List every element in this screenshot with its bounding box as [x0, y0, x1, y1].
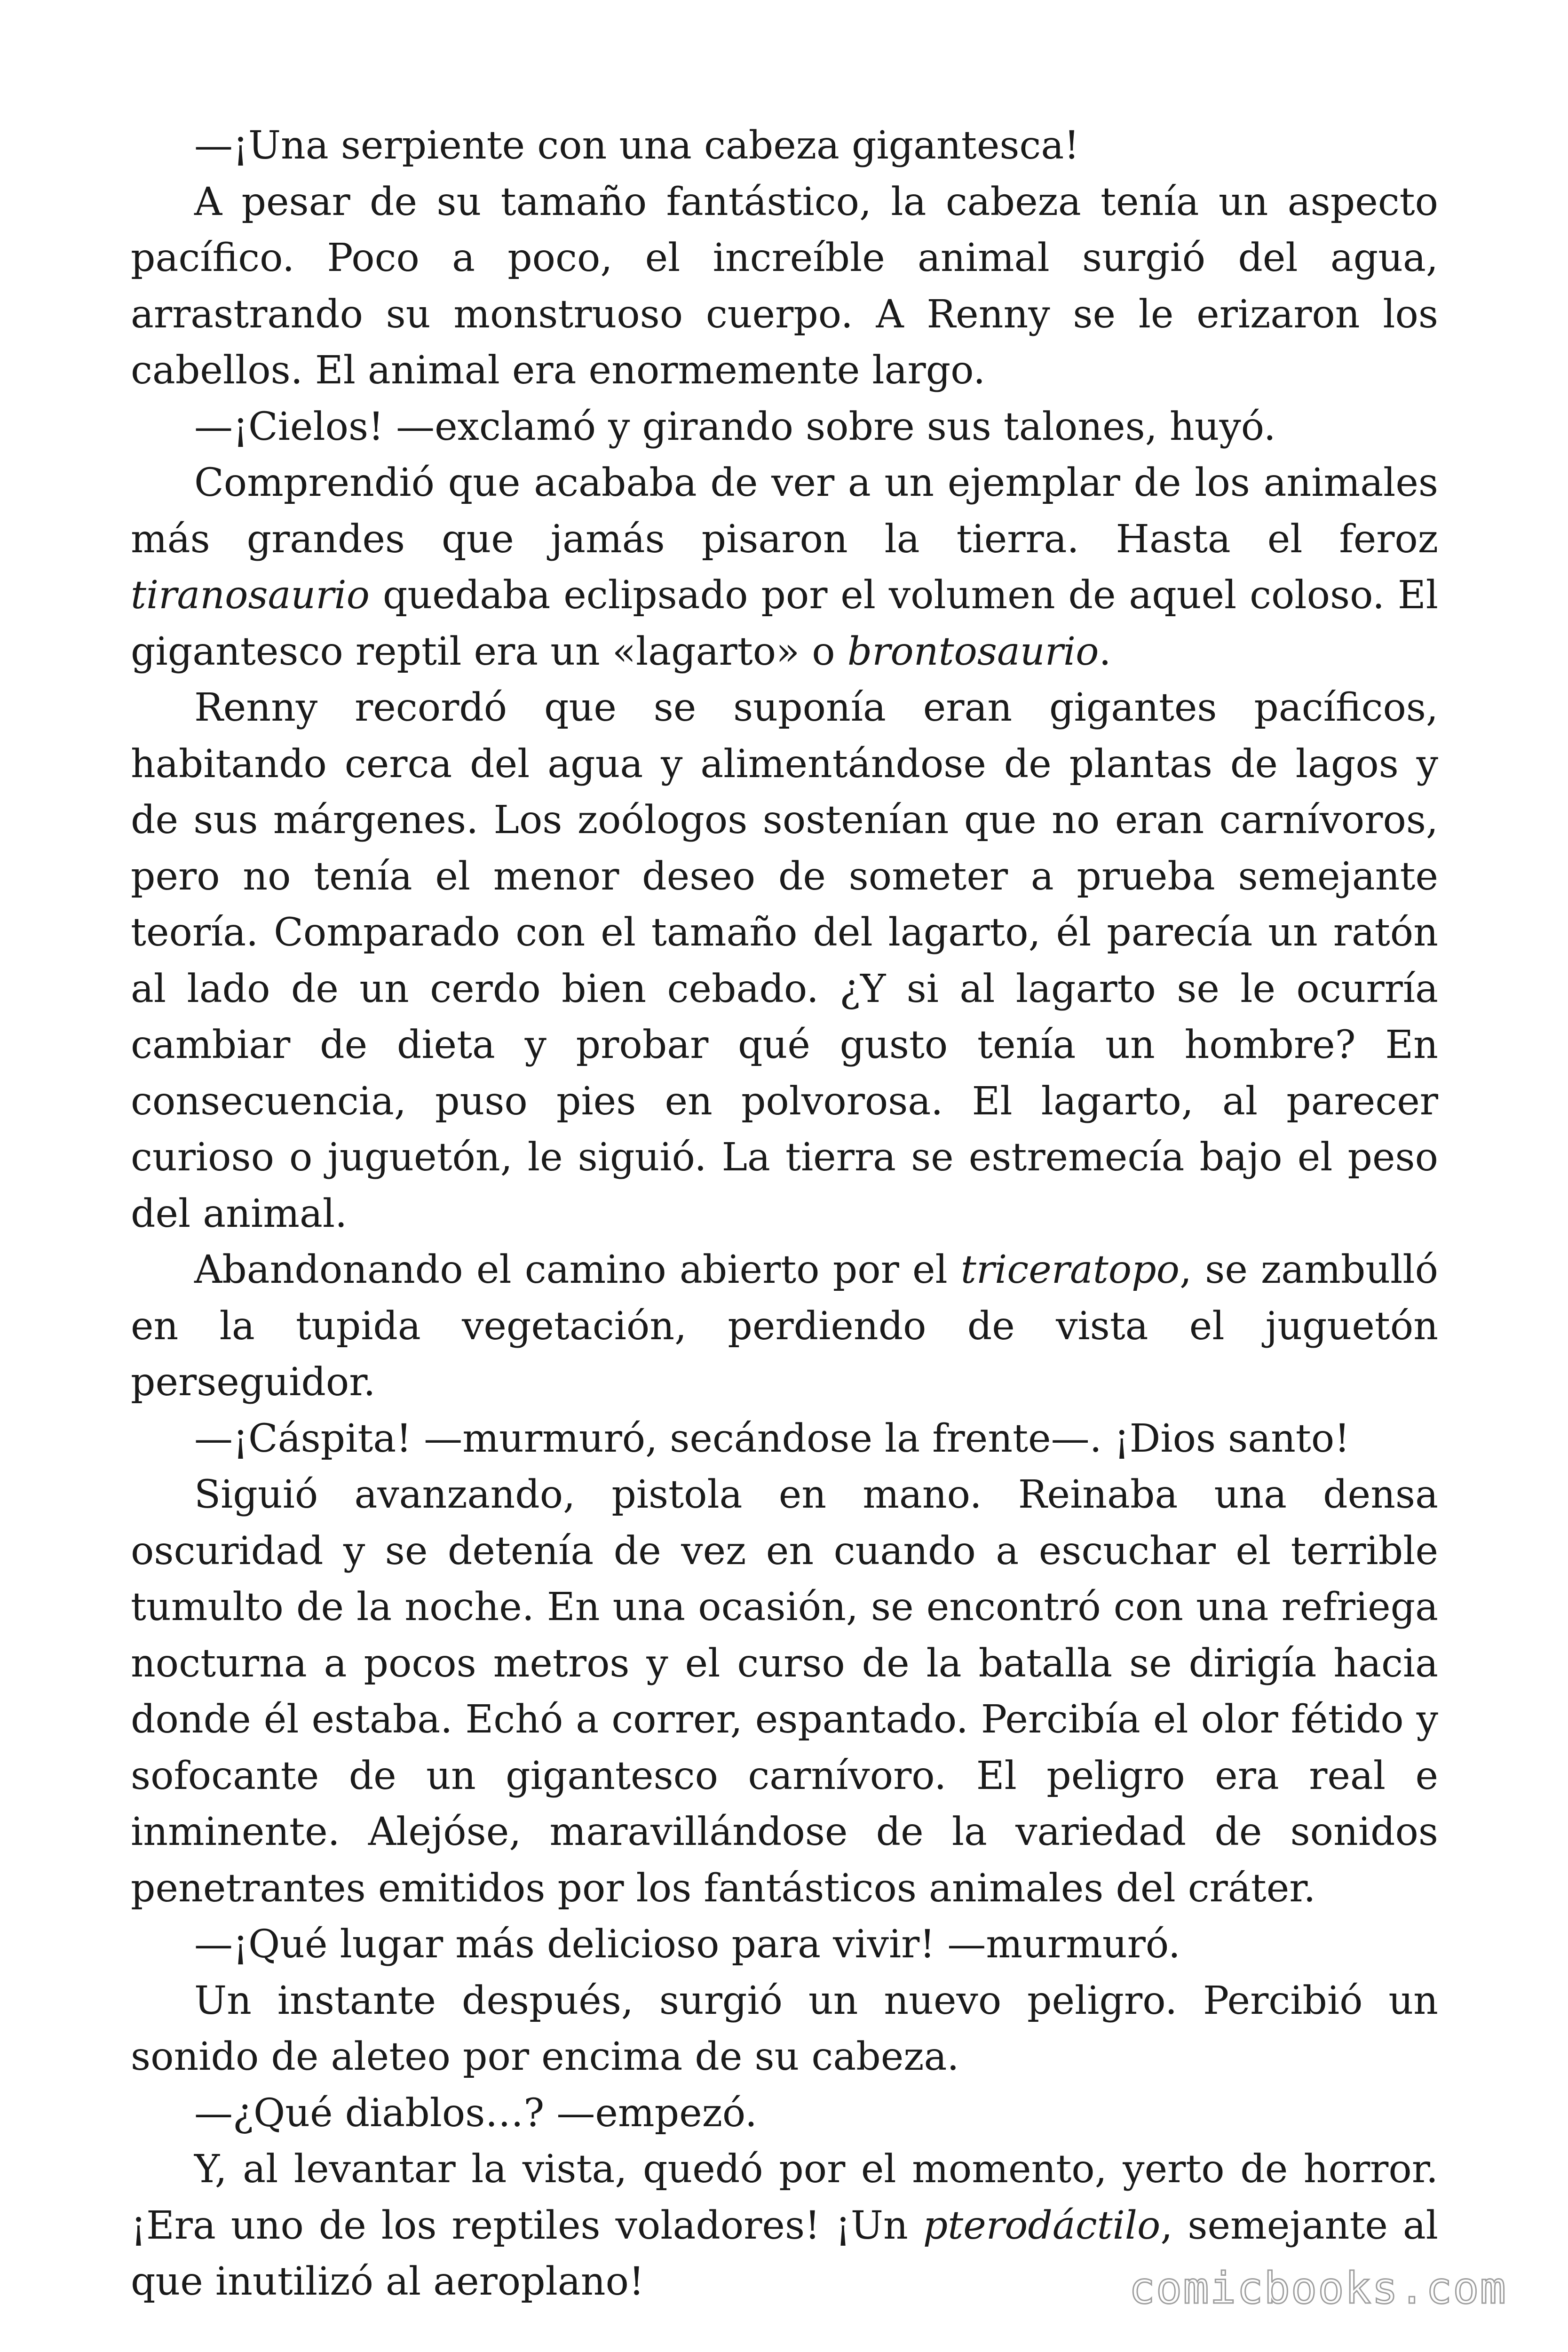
- paragraph: [131, 1467, 1438, 1916]
- paragraph: [131, 680, 1438, 1242]
- text-segment: Y, al levantar la vista, quedó por el momento, yerto de horror. ¡Era uno de los reptiles voladores! ¡Un: [131, 2147, 1438, 2248]
- text-segment: quedaba eclipsado por el volumen de aquel coloso. El gigantesco reptil era un «lagarto» o: [131, 573, 1438, 674]
- italic-term: triceratopo: [960, 1248, 1180, 1292]
- text-segment: Comprendió que acababa de ver a un ejemplar de los animales más grandes que jamás pisaron la tierra. Hasta el feroz: [131, 461, 1438, 562]
- text-segment: .: [1099, 629, 1111, 674]
- text-segment: Un instante después, surgió un nuevo peligro. Percibió un sonido de aleteo por encima de su cabeza.: [131, 1978, 1438, 2079]
- italic-term: tiranosaurio: [131, 573, 370, 618]
- paragraph: [131, 399, 1438, 455]
- text-segment: , semejante al que inutilizó al aeroplano!: [131, 2203, 1438, 2304]
- text-segment: Renny recordó que se suponía eran gigantes pacíficos, habitando cerca del agua y alimentándose de plantas de lagos y de sus márgenes. Los zoólogos sostenían que no eran carnívoros, pero no tenía el menor deseo de someter a prueba semejante teoría. Comparado con el tamaño del lagarto, él parecía un ratón al lado de un cerdo bien cebado. ¿Y si al lagarto se le ocurría cambiar de dieta y probar qué gusto tenía un hombre? En consecuencia, puso pies en polvorosa. El lagarto, al parecer curioso o juguetón, le siguió. La tierra se estremecía bajo el peso del animal.: [131, 685, 1438, 1236]
- paragraph: [131, 118, 1438, 174]
- paragraph: [131, 174, 1438, 399]
- text-segment: —¡Qué lugar más delicioso para vivir! —murmuró.: [194, 1922, 1180, 1967]
- text-segment: —¡Una serpiente con una cabeza gigantesca!: [194, 123, 1080, 168]
- paragraph: [131, 455, 1438, 680]
- italic-term: brontosaurio: [847, 629, 1099, 674]
- text-segment: —¿Qué diablos…? —empezó.: [194, 2090, 757, 2136]
- book-page-text: [131, 118, 1438, 2310]
- paragraph: [131, 1916, 1438, 1973]
- text-segment: Abandonando el camino abierto por el: [194, 1248, 961, 1292]
- watermark: comicbooks.com: [1129, 2263, 1507, 2313]
- text-segment: , se zambulló en la tupida vegetación, perdiendo de vista el juguetón perseguidor.: [131, 1248, 1438, 1405]
- paragraph: [131, 1242, 1438, 1411]
- paragraph: [131, 2085, 1438, 2142]
- text-segment: Siguió avanzando, pistola en mano. Reinaba una densa oscuridad y se detenía de vez en cuando a escuchar el terrible tumulto de la noche. En una ocasión, se encontró con una refriega nocturna a pocos metros y el curso de la batalla se dirigía hacia donde él estaba. Echó a correr, espantado. Percibía el olor fétido y sofocante de un gigantesco carnívoro. El peligro era real e inminente. Alejóse, maravillándose de la variedad de sonidos penetrantes emitidos por los fantásticos animales del cráter.: [131, 1472, 1438, 1911]
- text-segment: —¡Cáspita! —murmuró, secándose la frente—. ¡Dios santo!: [194, 1416, 1350, 1461]
- paragraph: [131, 1973, 1438, 2085]
- italic-term: pterodáctilo: [923, 2203, 1161, 2248]
- text-segment: —¡Cielos! —exclamó y girando sobre sus talones, huyó.: [194, 404, 1276, 449]
- text-segment: A pesar de su tamaño fantástico, la cabeza tenía un aspecto pacífico. Poco a poco, el increíble animal surgió del agua, arrastrando su monstruoso cuerpo. A Renny se le erizaron los cabellos. El animal era enormemente largo.: [131, 179, 1438, 393]
- paragraph: [131, 1411, 1438, 1467]
